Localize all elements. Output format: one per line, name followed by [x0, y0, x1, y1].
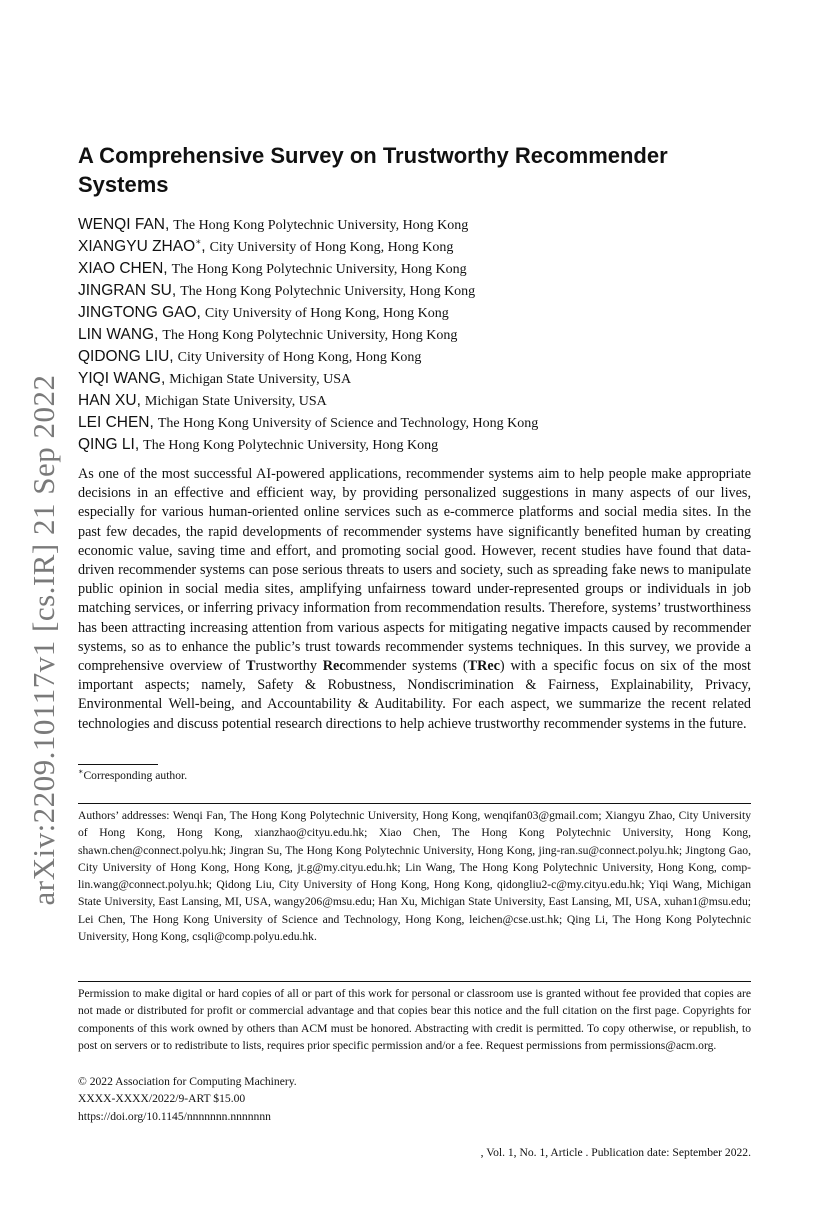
author-entry	[78, 258, 751, 280]
author-affiliation: Michigan State University, USA	[144, 394, 327, 409]
footnote-mark: ∗	[78, 767, 84, 777]
copyright-block	[78, 1073, 751, 1125]
author-affiliation: The Hong Kong Polytechnic University, Hong Kong	[143, 438, 439, 453]
author-affiliation: The Hong Kong Polytechnic University, Hong Kong	[180, 284, 476, 299]
abstract-bold-trec: TRec	[467, 658, 500, 675]
author-entry	[78, 280, 751, 302]
author-entry	[78, 434, 751, 456]
footnote-text: Corresponding author.	[83, 769, 188, 782]
author-entry	[78, 412, 751, 434]
permission-notice: Permission to make digital or hard copies of all or part of this work for personal or classroom use is granted without fee provided that copies are not made or distributed for profit or commercial advantage and that copies bear this notice and the full citation on the first page. Copyrights for components of this work owned by others than ACM must be honored. Abstracting with credit is permitted. To copy otherwise, or republish, to post on servers or to redistribute to lists, requires prior specific permission and/or a fee. Request permissions from permissions@acm.org.	[78, 987, 751, 1052]
abstract	[78, 465, 751, 734]
author-affiliation: The Hong Kong Polytechnic University, Hong Kong	[173, 218, 469, 233]
author-entry	[78, 324, 751, 346]
author-entry	[78, 346, 751, 368]
author-entry	[78, 390, 751, 412]
author-affiliation: City University of Hong Kong, Hong Kong	[204, 306, 449, 321]
paper-title: A Comprehensive Survey on Trustworthy Recommender Systems	[78, 143, 668, 197]
addresses-divider	[78, 803, 751, 804]
author-name: WENQI FAN,	[78, 216, 170, 233]
author-entry	[78, 214, 751, 236]
author-name: LIN WANG,	[78, 326, 159, 343]
author-entry	[78, 368, 751, 390]
author-name: JINGRAN SU,	[78, 282, 177, 299]
author-affiliation: The Hong Kong University of Science and Technology, Hong Kong	[157, 416, 539, 431]
abstract-text: rustworthy	[255, 658, 323, 675]
abstract-bold-t: T	[245, 658, 256, 675]
abstract-text: ommender systems (	[345, 658, 468, 675]
author-name: QIDONG LIU,	[78, 348, 174, 365]
author-name-suffix: ,	[201, 238, 206, 255]
author-entry	[78, 236, 751, 258]
permission-divider	[78, 981, 751, 982]
authors-addresses: Authors’ addresses: Wenqi Fan, The Hong Kong Polytechnic University, Hong Kong, wenqifan03@gmail.com; Xiangyu Zhao, City University of Hong Kong, Hong Kong, xianzhao@cityu.edu.hk; Xiao Chen, The Hong Kong Polytechnic University, Hong Kong, shawn.chen@connect.polyu.hk; Jingran Su, The Hong Kong Polytechnic University, Hong Kong, jing-ran.su@connect.polyu.hk; Jingtong Gao, City University of Hong Kong, Hong Kong, jt.g@my.cityu.edu.hk; Lin Wang, The Hong Kong Polytechnic University, Hong Kong, comp-lin.wang@connect.polyu.hk; Qidong Liu, City University of Hong Kong, Hong Kong, qidongliu2-c@my.cityu.edu.hk; Yiqi Wang, Michigan State University, East Lansing, MI, USA, wangy206@msu.edu; Han Xu, Michigan State University, East Lansing, MI, USA, xuhan1@msu.edu; Lei Chen, The Hong Kong University of Science and Technology, Hong Kong, leichen@cse.ust.hk; Qing Li, The Hong Kong Polytechnic University, Hong Kong, csqli@comp.polyu.edu.hk.	[78, 809, 751, 944]
footnote-divider	[78, 764, 158, 765]
author-list	[78, 214, 751, 456]
author-name: XIANGYU ZHAO	[78, 238, 196, 255]
author-name: XIAO CHEN,	[78, 260, 168, 277]
abstract-text: ) with a specific focus on six of the most important aspects; namely, Safety & Robustness, Nondiscrimination & Fairness, Explainability, Privacy, Environmental Well-being, and Accountability & Auditability. For each aspect, we summarize the recent related technologies and discuss potential research directions to help achieve trustworthy recommender systems in the future.	[78, 658, 751, 732]
author-affiliation: Michigan State University, USA	[169, 372, 352, 387]
footnote	[78, 768, 751, 784]
author-name: JINGTONG GAO,	[78, 304, 201, 321]
doi-link[interactable]: https://doi.org/10.1145/nnnnnnn.nnnnnnn	[78, 1109, 271, 1123]
author-name: QING LI,	[78, 436, 140, 453]
copyright-line: © 2022 Association for Computing Machinery.	[78, 1075, 297, 1088]
author-name: YIQI WANG,	[78, 370, 166, 387]
author-entry	[78, 302, 751, 324]
author-name: LEI CHEN,	[78, 414, 154, 431]
abstract-text: As one of the most successful AI-powered applications, recommender systems aim to help people make appropriate decisions in an effective and efficient way, by providing personalized suggestions in many aspects of our lives, especially for various human-oriented online services such as e-commerce platforms and social media sites. In the past few decades, the rapid developments of recommender systems have significantly benefited human by creating economic value, saving time and effort, and promoting social good. However, recent studies have found that data-driven recommender systems can pose serious threats to users and society, such as spreading fake news to manipulate public opinion in social media sites, amplifying unfairness toward under-represented groups or individuals in job matching services, or inferring privacy information from recommendation results. Therefore, systems’ trustworthiness has been attracting increasing attention from various aspects for mitigating negative impacts caused by recommender systems, so as to enhance the public’s trust towards recommender systems techniques. In this survey, we provide a comprehensive overview of	[78, 466, 751, 675]
author-affiliation: The Hong Kong Polytechnic University, Hong Kong	[162, 328, 458, 343]
issn-line: XXXX-XXXX/2022/9-ART $15.00	[78, 1092, 246, 1106]
publication-info: , Vol. 1, No. 1, Article . Publication date: September 2022.	[480, 1146, 751, 1159]
corresponding-author-mark: ∗	[195, 236, 202, 247]
author-affiliation: City University of Hong Kong, Hong Kong	[209, 240, 454, 255]
author-affiliation: City University of Hong Kong, Hong Kong	[177, 350, 422, 365]
arxiv-identifier-stamp: arXiv:2209.10117v1 [cs.IR] 21 Sep 2022	[26, 374, 61, 906]
author-affiliation: The Hong Kong Polytechnic University, Hong Kong	[171, 262, 467, 277]
author-name: HAN XU,	[78, 392, 141, 409]
abstract-bold-rec: Rec	[322, 658, 346, 675]
